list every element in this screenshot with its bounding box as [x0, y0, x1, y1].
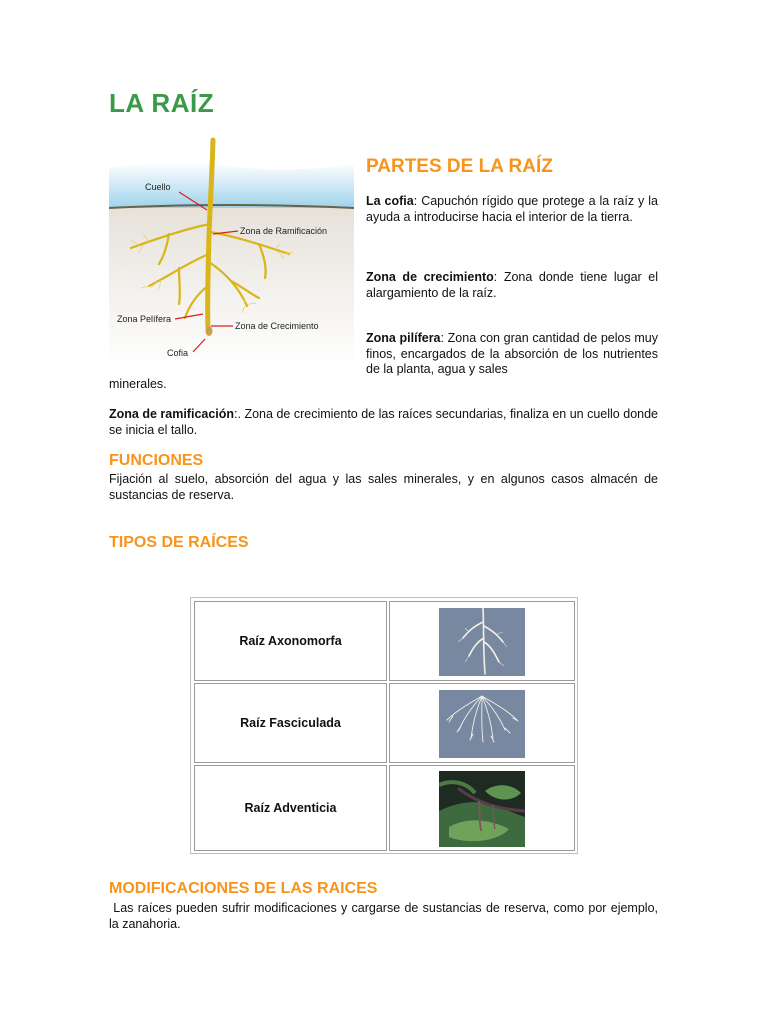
adventicia-label: Raíz Adventicia	[244, 801, 337, 815]
cofia-text: : Capuchón rígido que protege a la raíz y la ayuda a introducirse hacia el interior de la tierra.	[366, 194, 658, 224]
partes-heading: PARTES DE LA RAÍZ	[366, 156, 553, 177]
pilifera-paragraph	[366, 331, 658, 378]
modificaciones-heading: MODIFICACIONES DE LAS RAICES	[109, 880, 378, 897]
label-pelifera: Zona Pelífera	[117, 314, 172, 324]
tipos-heading: TIPOS DE RAÍCES	[109, 534, 249, 551]
tipos-table	[190, 597, 578, 854]
pilifera-continuation: minerales.	[109, 377, 167, 391]
cofia-paragraph	[366, 194, 658, 225]
cofia-term: La cofia	[366, 194, 414, 208]
label-ramificacion: Zona de Ramificación	[240, 226, 328, 236]
funciones-heading: FUNCIONES	[109, 452, 204, 469]
ramificacion-text: :. Zona de crecimiento de las raíces secundarias, finaliza en un cuello donde se inicia el tallo.	[109, 407, 658, 437]
pilifera-term: Zona pilífera	[366, 331, 441, 345]
table-row-image-cell	[389, 601, 575, 681]
table-row-label	[194, 601, 387, 681]
table-row-label	[194, 683, 387, 763]
label-cofia: Cofia	[167, 348, 189, 358]
funciones-text: Fijación al suelo, absorción del agua y las sales minerales, y en algunos casos almacén de sustancias de reserva.	[109, 472, 658, 502]
modificaciones-text: Las raíces pueden sufrir modificaciones y cargarse de sustancias de reserva, como por ejemplo, la zanahoria.	[109, 901, 662, 931]
label-cuello: Cuello	[145, 182, 171, 192]
page-title: LA RAÍZ	[109, 88, 215, 118]
label-crecimiento: Zona de Crecimiento	[235, 321, 319, 331]
table-row-image-cell	[389, 765, 575, 851]
table-row-image-cell	[389, 683, 575, 763]
fasciculada-image	[439, 690, 525, 758]
crecimiento-text: : Zona donde tiene lugar el alargamiento de la raíz.	[366, 270, 658, 300]
axonomorfa-label: Raíz Axonomorfa	[239, 634, 342, 648]
crecimiento-paragraph	[366, 270, 658, 301]
adventicia-image	[439, 771, 525, 847]
ramificacion-term: Zona de ramificación	[109, 407, 235, 421]
ramificacion-paragraph	[109, 407, 658, 438]
table-row-label	[194, 765, 387, 851]
root-diagram	[109, 136, 354, 368]
axonomorfa-image	[439, 608, 525, 676]
pilifera-text: : Zona con gran cantidad de pelos muy finos, encargados de la absorción de los nutrientes de la planta, agua y sales	[366, 331, 658, 376]
crecimiento-term: Zona de crecimiento	[366, 270, 494, 284]
fasciculada-label: Raíz Fasciculada	[240, 716, 341, 730]
